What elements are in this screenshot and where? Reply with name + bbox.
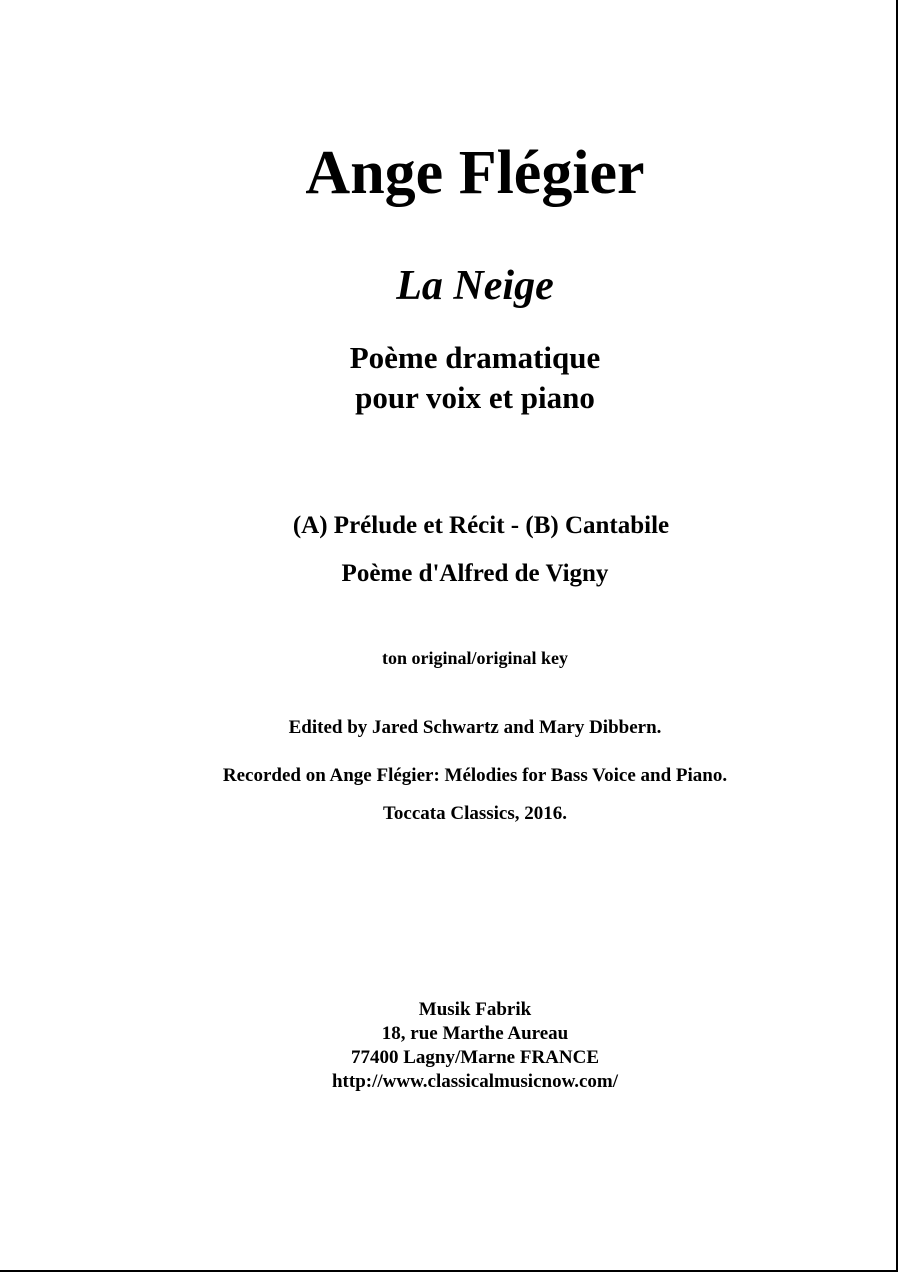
editor-credit: Edited by Jared Schwartz and Mary Dibbern. (288, 717, 662, 738)
publisher-name: Musik Fabrik (418, 999, 532, 1020)
key-note: ton original/original key (381, 648, 568, 668)
poet-credit: Poème d'Alfred de Vigny (341, 560, 609, 587)
publisher-street: 18, rue Marthe Aureau (381, 1023, 569, 1044)
work-title: La Neige (396, 263, 554, 309)
record-label: Toccata Classics, 2016. (382, 803, 568, 824)
publisher-city: 77400 Lagny/Marne FRANCE (350, 1047, 600, 1068)
publisher-block (27, 998, 900, 1094)
subtitle-line-2: pour voix et piano (355, 380, 595, 415)
subtitle-line-1: Poème dramatique (349, 340, 601, 375)
movements: (A) Prélude et Récit - (B) Cantabile (292, 512, 670, 539)
recording-credit: Recorded on Ange Flégier: Mélodies for Bass Voice and Piano. (222, 765, 728, 786)
publisher-url: http://www.classicalmusicnow.com/ (331, 1071, 619, 1092)
composer-name: Ange Flégier (305, 139, 645, 207)
work-subtitle (27, 338, 900, 418)
